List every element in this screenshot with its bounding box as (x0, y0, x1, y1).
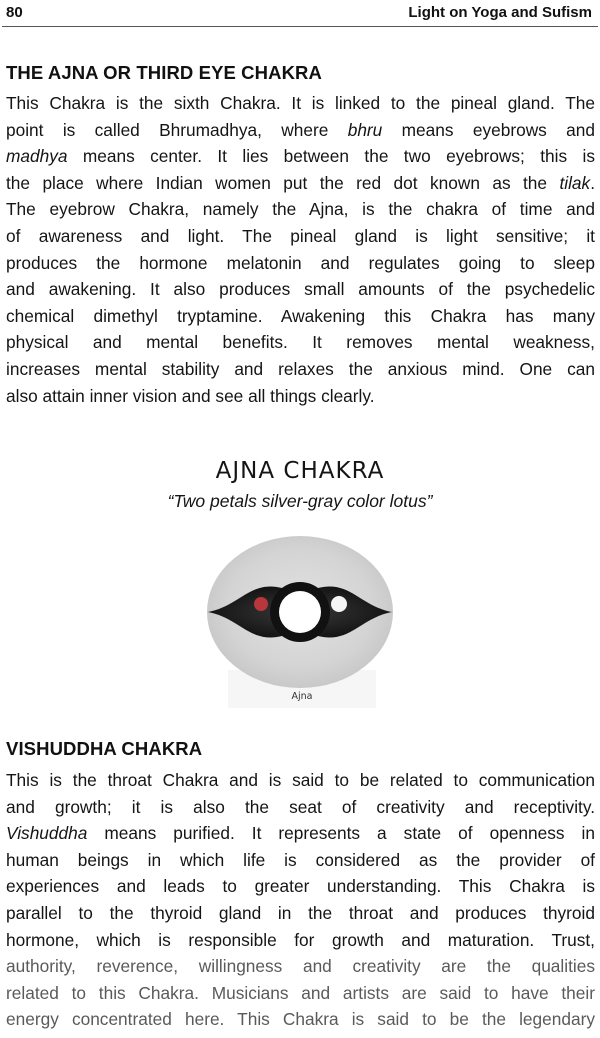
section-heading-vishuddha: VISHUDDHA CHAKRA (6, 738, 203, 759)
figure-caption: “Two petals silver-gray color lotus” (167, 491, 433, 511)
text-run: hormone, which is responsible for growth and maturation. Trust, (6, 929, 595, 950)
text-run: also attain inner vision and see all things clearly. (6, 385, 375, 406)
text-line (6, 303, 595, 330)
text-run: The eyebrow Chakra, namely the Ajna, is the chakra of time and (6, 199, 595, 220)
text-line (6, 223, 595, 250)
header-rule (2, 26, 598, 27)
right-petal-dot (331, 596, 347, 612)
text-run: produces the hormone melatonin and regulates going to sleep (6, 252, 595, 273)
italic-term: tilak (559, 172, 591, 193)
text-line (6, 90, 595, 117)
text-line (6, 383, 595, 410)
text-run: authority, reverence, willingness and creativity are the qualities (6, 956, 595, 977)
text-run: human beings in which life is considered as the provider of (6, 849, 595, 870)
image-label: Ajna (291, 691, 313, 702)
text-run: . (590, 172, 595, 193)
text-run: This is the throat Chakra and is said to be related to communication (6, 770, 595, 790)
vishuddha-paragraph (6, 767, 595, 1033)
italic-term: madhya (6, 146, 68, 167)
text-run: and awakening. It also produces small amounts of the psychedelic (6, 279, 595, 300)
text-run: means purified. It represents a state of openness in (87, 823, 595, 844)
text-run: increases mental stability and relaxes the anxious mind. One can (6, 358, 595, 379)
text-line (6, 276, 595, 303)
left-petal-dot (254, 597, 268, 611)
text-line (6, 953, 595, 980)
text-line (6, 1006, 595, 1033)
text-line (6, 900, 595, 927)
ajna-chakra-illustration (0, 520, 600, 720)
text-line (6, 927, 595, 954)
page-number: 80 (6, 3, 23, 21)
text-line (6, 356, 595, 383)
text-run: point is called Bhrumadhya, where (6, 119, 348, 140)
text-line (6, 794, 595, 821)
italic-term: bhru (347, 119, 383, 140)
text-run: the place where Indian women put the red dot known as the (6, 172, 560, 193)
text-run: means eyebrows and (382, 119, 595, 140)
ajna-paragraph (6, 90, 595, 409)
text-run: means center. It lies between the two eyebrows; this is (67, 146, 595, 167)
ajna-chakra-figure (0, 520, 600, 720)
text-line (6, 170, 595, 197)
text-run: parallel to the thyroid gland in the throat and produces thyroid (6, 902, 595, 923)
text-run: experiences and leads to greater understanding. This Chakra is (6, 876, 595, 897)
center-circle (279, 591, 321, 633)
text-line (6, 329, 595, 356)
text-line (6, 196, 595, 223)
text-run: and growth; it is also the seat of creativity and receptivity. (6, 796, 595, 817)
text-line (6, 117, 595, 144)
text-line (6, 143, 595, 170)
text-run: of awareness and light. The pineal gland is light sensitive; it (6, 225, 595, 246)
text-line (6, 980, 595, 1007)
text-run: energy concentrated here. This Chakra is said to be the legendary (6, 1009, 595, 1030)
text-run: This Chakra is the sixth Chakra. It is linked to the pineal gland. The (6, 93, 595, 113)
italic-term: Vishuddha (6, 823, 88, 844)
text-run: chemical dimethyl tryptamine. Awakening this Chakra has many (6, 305, 595, 326)
figure-title: AJNA CHAKRA (215, 458, 385, 484)
text-run: related to this Chakra. Musicians and artists are said to have their (6, 982, 595, 1003)
text-line (6, 767, 595, 794)
text-line (6, 847, 595, 874)
running-header (6, 2, 592, 22)
book-title: Light on Yoga and Sufism (408, 3, 592, 21)
text-line (6, 250, 595, 277)
section-heading-ajna: THE AJNA OR THIRD EYE CHAKRA (6, 62, 322, 83)
text-run: physical and mental benefits. It removes mental weakness, (6, 332, 595, 353)
text-line (6, 820, 595, 847)
text-line (6, 873, 595, 900)
